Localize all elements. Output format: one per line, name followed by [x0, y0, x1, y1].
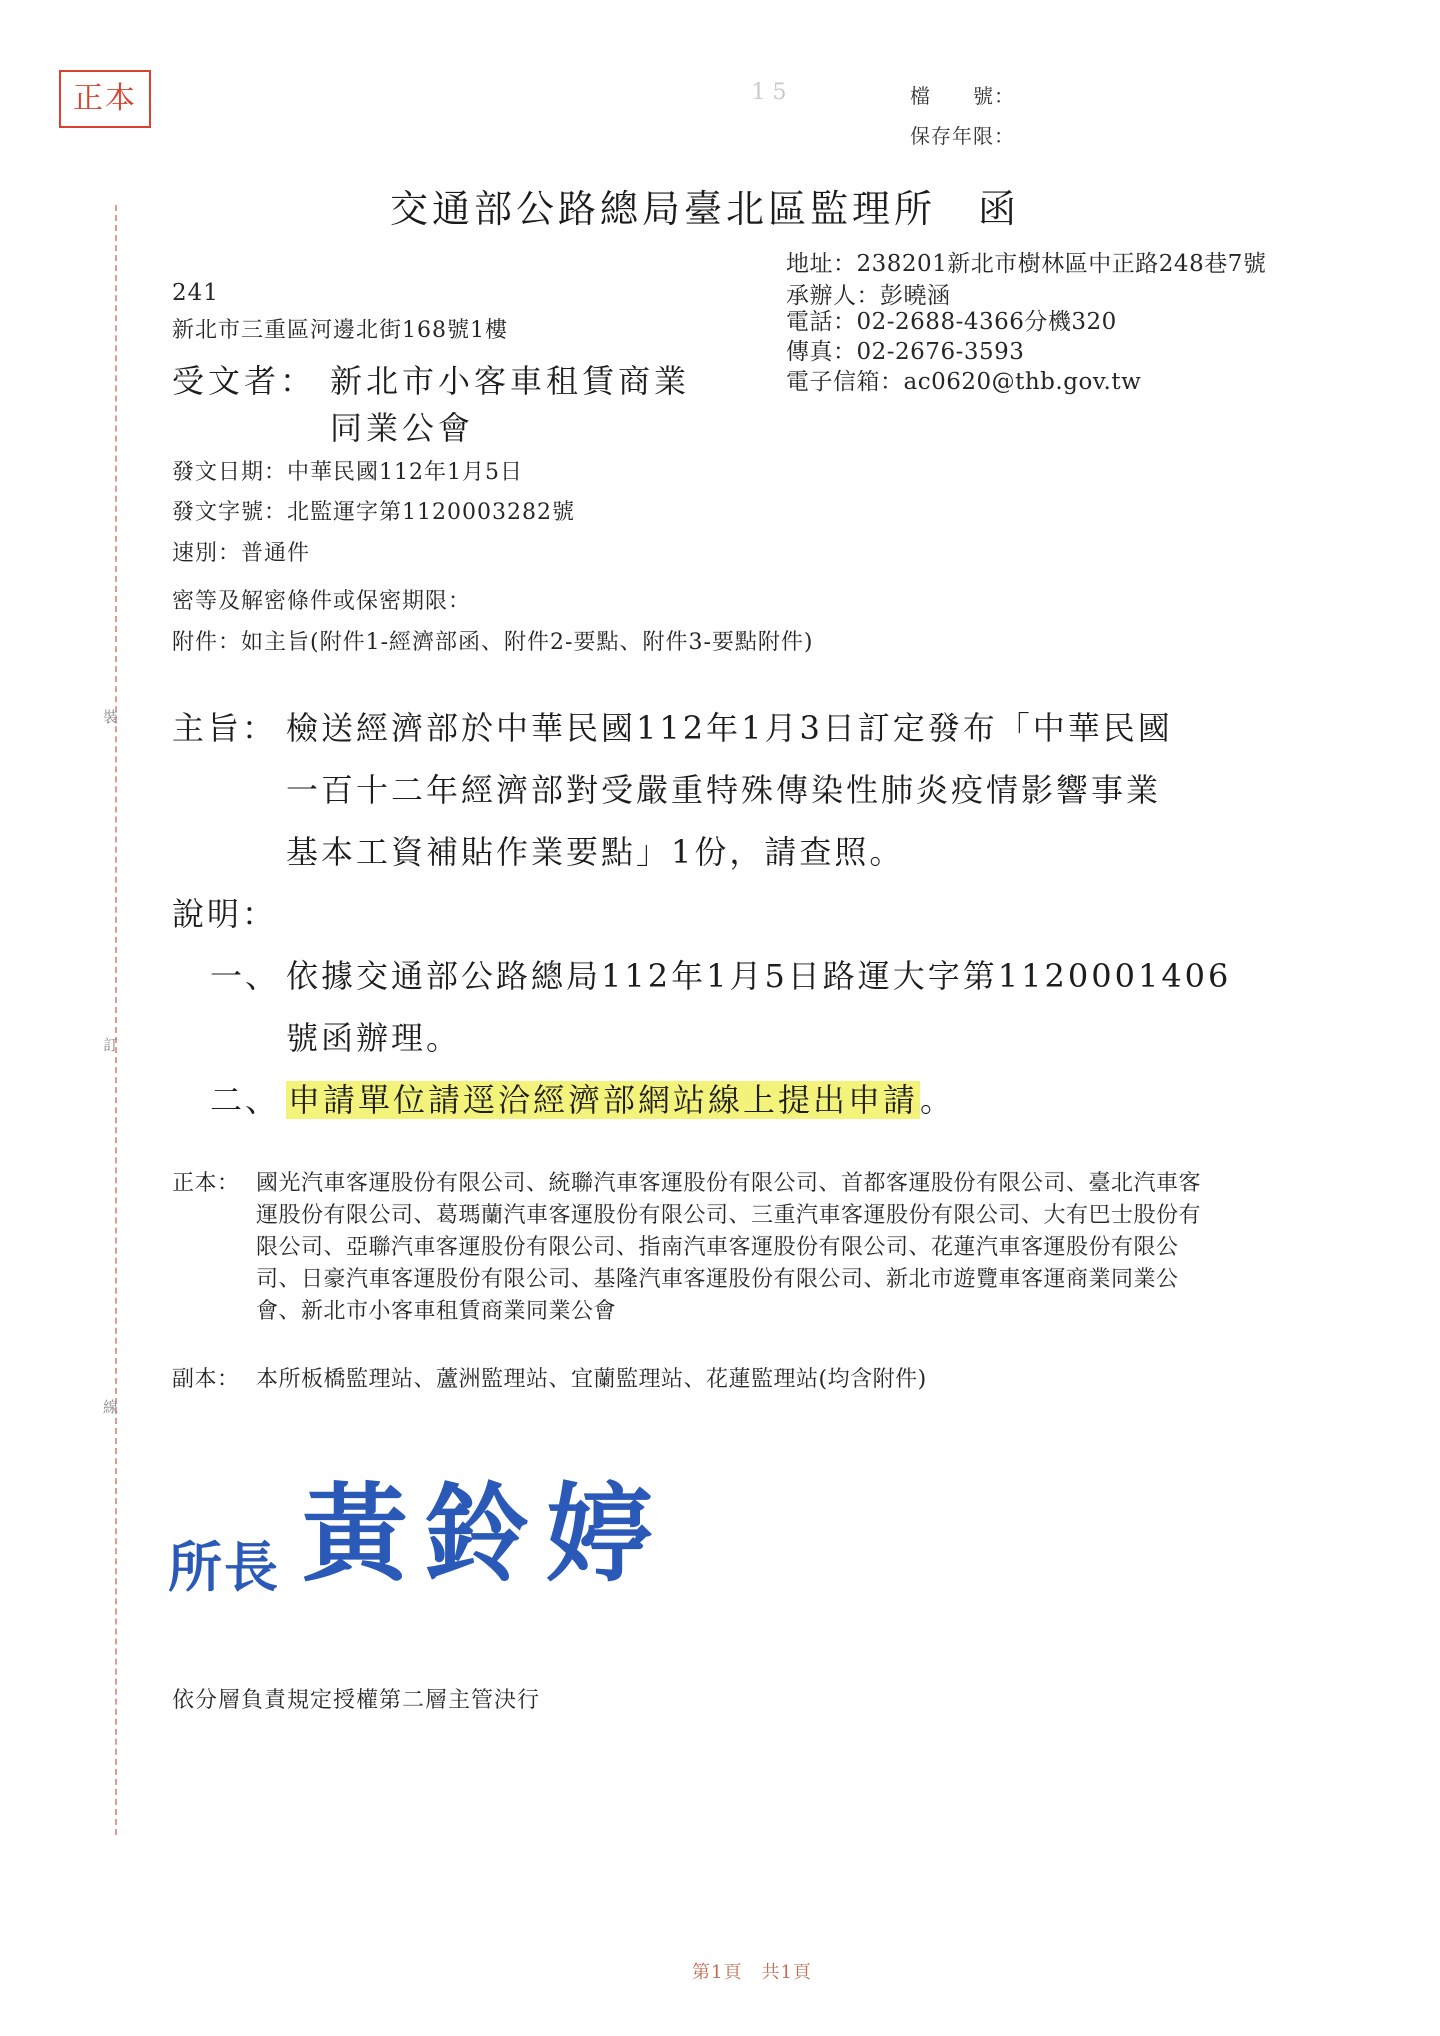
attachments: 附件：如主旨(附件1-經濟部函、附件2-要點、附件3-要點附件) — [172, 630, 814, 655]
binding-mark-zhuang: 裝 — [103, 708, 119, 726]
sender-address: 地址：238201新北市樹林區中正路248巷7號 — [786, 251, 1267, 277]
sender-handler: 承辦人：彭曉涵 — [786, 283, 951, 309]
signature-name: 黃鈴婷 — [302, 1471, 668, 1596]
recipient-address: 新北市三重區河邊北街168號1樓 — [172, 318, 508, 343]
binding-mark-xian: 線 — [103, 1398, 119, 1416]
recipient-label: 受文者： — [172, 362, 317, 400]
page-number: 第1頁 共1頁 — [692, 1962, 812, 1983]
file-number-label: 檔 號： — [910, 84, 1015, 108]
retention-period-label: 保存年限： — [910, 124, 1015, 148]
document-number: 發文字號：北監運字第1120003282號 — [172, 500, 575, 525]
sender-fax: 傳真：02-2676-3593 — [786, 339, 1025, 365]
original-copy-stamp: 正本 — [59, 70, 151, 128]
highlighted-text: 申請單位請逕洽經濟部網站線上提出申請 — [288, 1081, 919, 1119]
subject-label: 主旨： — [172, 709, 278, 747]
original-recipients-list: 國光汽車客運股份有限公司、統聯汽車客運股份有限公司、首都客運股份有限公司、臺北汽車客運股份有限公司、葛瑪蘭汽車客運股份有限公司、三重汽車客運股份有限公司、大有巴士股份有限公司、亞聯汽車客運股份有限公司、指南汽車客運股份有限公司、花蓮汽車客運股份有限公司、日豪汽車客運股份有限公司、基隆汽車客運股份有限公司、新北市遊覽車客運商業同業公會、新北市小客車租賃商業同業公會 — [256, 1171, 1202, 1324]
recipient-name-line2: 同業公會 — [330, 409, 475, 447]
explanation-item2 — [286, 1075, 955, 1121]
recipient-name-line1: 新北市小客車租賃商業 — [330, 362, 691, 400]
document-title: 交通部公路總局臺北區監理所 函 — [390, 187, 1021, 231]
faint-stamp-mark: 1 5 — [751, 80, 787, 105]
explanation-item2-period: 。 — [920, 1081, 956, 1119]
sender-phone: 電話：02-2688-4366分機320 — [786, 309, 1117, 335]
copy-recipients-list: 本所板橋監理站、蘆洲監理站、宜蘭監理站、花蓮監理站(均含附件) — [256, 1367, 927, 1392]
secrecy-level: 密等及解密條件或保密期限： — [172, 589, 472, 614]
explanation-item1-number: 一、 — [210, 957, 281, 995]
copy-recipients-label: 副本： — [172, 1367, 240, 1392]
signature-title: 所長 — [168, 1535, 280, 1599]
director-signature — [168, 1450, 668, 1602]
explanation-item2-number: 二、 — [210, 1081, 281, 1119]
subject-line1: 檢送經濟部於中華民國112年1月3日訂定發布「中華民國 — [286, 709, 1173, 747]
subject-line3: 基本工資補貼作業要點」1份，請查照。 — [286, 833, 905, 871]
original-recipients — [172, 1168, 1232, 1360]
copy-recipients — [172, 1364, 1232, 1396]
recipient-postal-code: 241 — [172, 280, 219, 306]
explanation-item1-line1: 依據交通部公路總局112年1月5日路運大字第1120001406 — [286, 957, 1232, 995]
delivery-speed: 速別：普通件 — [172, 541, 311, 566]
binding-line — [115, 205, 117, 1835]
explanation-item1-line2: 號函辦理。 — [286, 1019, 462, 1057]
authorization-note: 依分層負責規定授權第二層主管決行 — [172, 1688, 541, 1713]
issue-date: 發文日期：中華民國112年1月5日 — [172, 460, 523, 485]
sender-email: 電子信箱：ac0620@thb.gov.tw — [786, 369, 1142, 395]
subject-line2: 一百十二年經濟部對受嚴重特殊傳染性肺炎疫情影響事業 — [286, 771, 1162, 809]
explanation-label: 說明： — [172, 895, 278, 933]
binding-mark-ding: 訂 — [103, 1036, 119, 1054]
original-recipients-label: 正本： — [172, 1171, 240, 1196]
